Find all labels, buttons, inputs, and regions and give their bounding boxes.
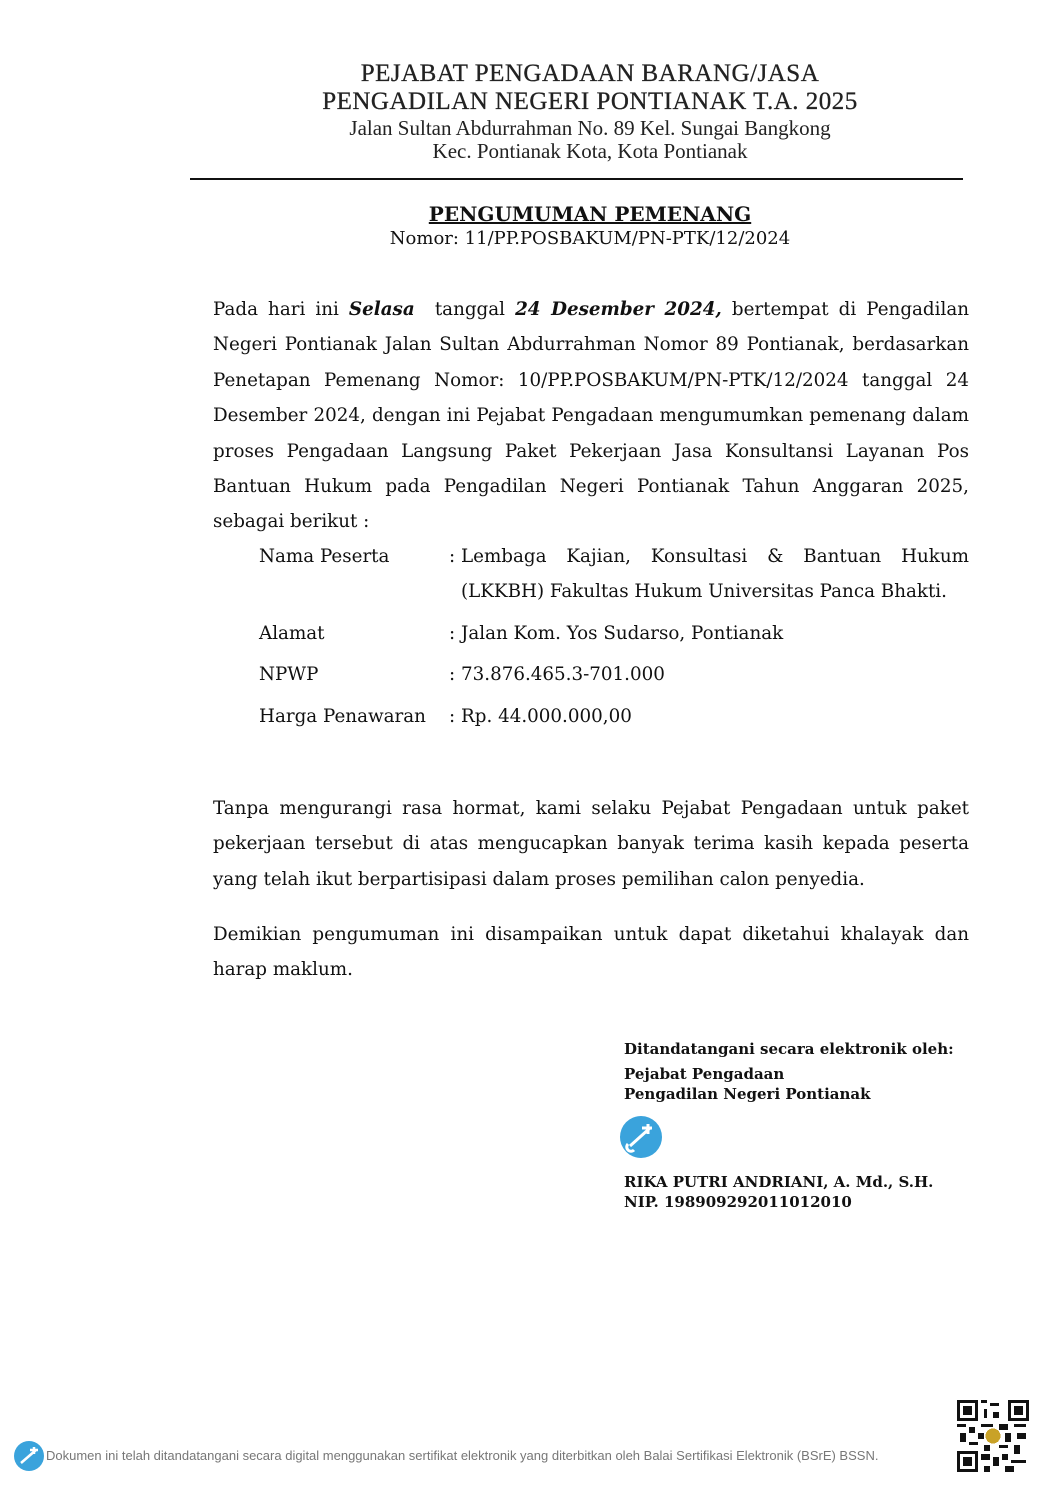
thanks-paragraph: Tanpa mengurangi rasa hormat, kami selaku Pejabat Pengadaan untuk paket pekerjaan tersebut di atas mengucapkan banyak terima kasih kepada peserta yang telah ikut berpartisipasi dalam proses pemilihan calon penyedia. bbox=[213, 798, 969, 890]
document-title bbox=[190, 202, 990, 226]
intro-paragraph bbox=[213, 292, 969, 540]
bsre-logo-icon bbox=[14, 1441, 44, 1471]
detail-colon: : bbox=[449, 546, 456, 567]
detail-label: Nama Peserta bbox=[259, 546, 390, 567]
detail-label: Harga Penawaran bbox=[259, 705, 426, 727]
detail-value: Jalan Kom. Yos Sudarso, Pontianak bbox=[461, 622, 784, 644]
intro-day: Selasa bbox=[348, 299, 415, 320]
bsre-seal-icon bbox=[620, 1116, 662, 1158]
digital-signature-notice: Dokumen ini telah ditandatangani secara digital menggunakan sertifikat elektronik yang diterbitkan oleh Balai Sertifikasi Elektronik (BSrE) BSSN. bbox=[46, 1448, 879, 1463]
signature-position-1: Pejabat Pengadaan bbox=[624, 1065, 785, 1083]
letterhead-line-2: PENGADILAN NEGERI PONTIANAK T.A. 2025 bbox=[322, 88, 858, 115]
detail-row-address bbox=[259, 616, 969, 651]
detail-row-npwp bbox=[259, 657, 969, 692]
document-title-text: PENGUMUMAN PEMENANG bbox=[428, 202, 752, 226]
detail-value: Rp. 44.000.000,00 bbox=[461, 705, 632, 727]
document-number: Nomor: 11/PP.POSBAKUM/PN-PTK/12/2024 bbox=[389, 228, 791, 249]
intro-date: 24 Desember 2024, bbox=[515, 299, 722, 320]
closing-paragraph: Demikian pengumuman ini disampaikan untuk dapat diketahui khalayak dan harap maklum. bbox=[213, 924, 969, 981]
signature-heading: Ditandatangani secara elektronik oleh: bbox=[624, 1040, 954, 1058]
letterhead-divider bbox=[190, 178, 963, 180]
letterhead-address-1: Jalan Sultan Abdurrahman No. 89 Kel. Sungai Bangkong bbox=[349, 116, 831, 140]
detail-colon: : bbox=[449, 622, 456, 644]
intro-text: bertempat di Pengadilan Negeri Pontianak Jalan Sultan Abdurrahman Nomor 89 Pontianak, berdasarkan Penetapan Pemenang Nomor: 10/PP.POSBAKUM/PN-PTK/12/2024 tanggal 24 Desember 2024, dengan ini Pejabat Pengadaan mengumumkan pemenang dalam proses Pengadaan Langsung Paket Pekerjaan Jasa Konsultansi Layanan Pos Bantuan Hukum pada Pengadilan Negeri Pontianak Tahun Anggaran 2025, sebagai berikut : bbox=[213, 299, 970, 533]
signer-name: RIKA PUTRI ANDRIANI, A. Md., S.H. bbox=[624, 1173, 934, 1191]
letterhead-line-1: PEJABAT PENGADAAN BARANG/JASA bbox=[360, 60, 820, 87]
signature-position-2: Pengadilan Negeri Pontianak bbox=[624, 1085, 871, 1103]
qr-code-icon bbox=[957, 1400, 1029, 1472]
winner-details bbox=[259, 539, 969, 734]
detail-value: Lembaga Kajian, Konsultasi & Bantuan Hukum (LKKBH) Fakultas Hukum Universitas Panca Bhakti. bbox=[461, 546, 969, 603]
detail-value: 73.876.465.3-701.000 bbox=[461, 664, 665, 686]
detail-label: Alamat bbox=[259, 622, 325, 644]
intro-text: tanggal bbox=[414, 299, 516, 320]
intro-text: Pada hari ini bbox=[213, 299, 349, 320]
detail-colon: : bbox=[449, 705, 456, 727]
detail-row-participant bbox=[259, 539, 969, 610]
detail-colon: : bbox=[449, 664, 456, 686]
detail-label: NPWP bbox=[259, 664, 319, 686]
letterhead-address-2: Kec. Pontianak Kota, Kota Pontianak bbox=[432, 139, 748, 163]
detail-row-price bbox=[259, 699, 969, 734]
signer-nip: NIP. 198909292011012010 bbox=[624, 1193, 852, 1211]
